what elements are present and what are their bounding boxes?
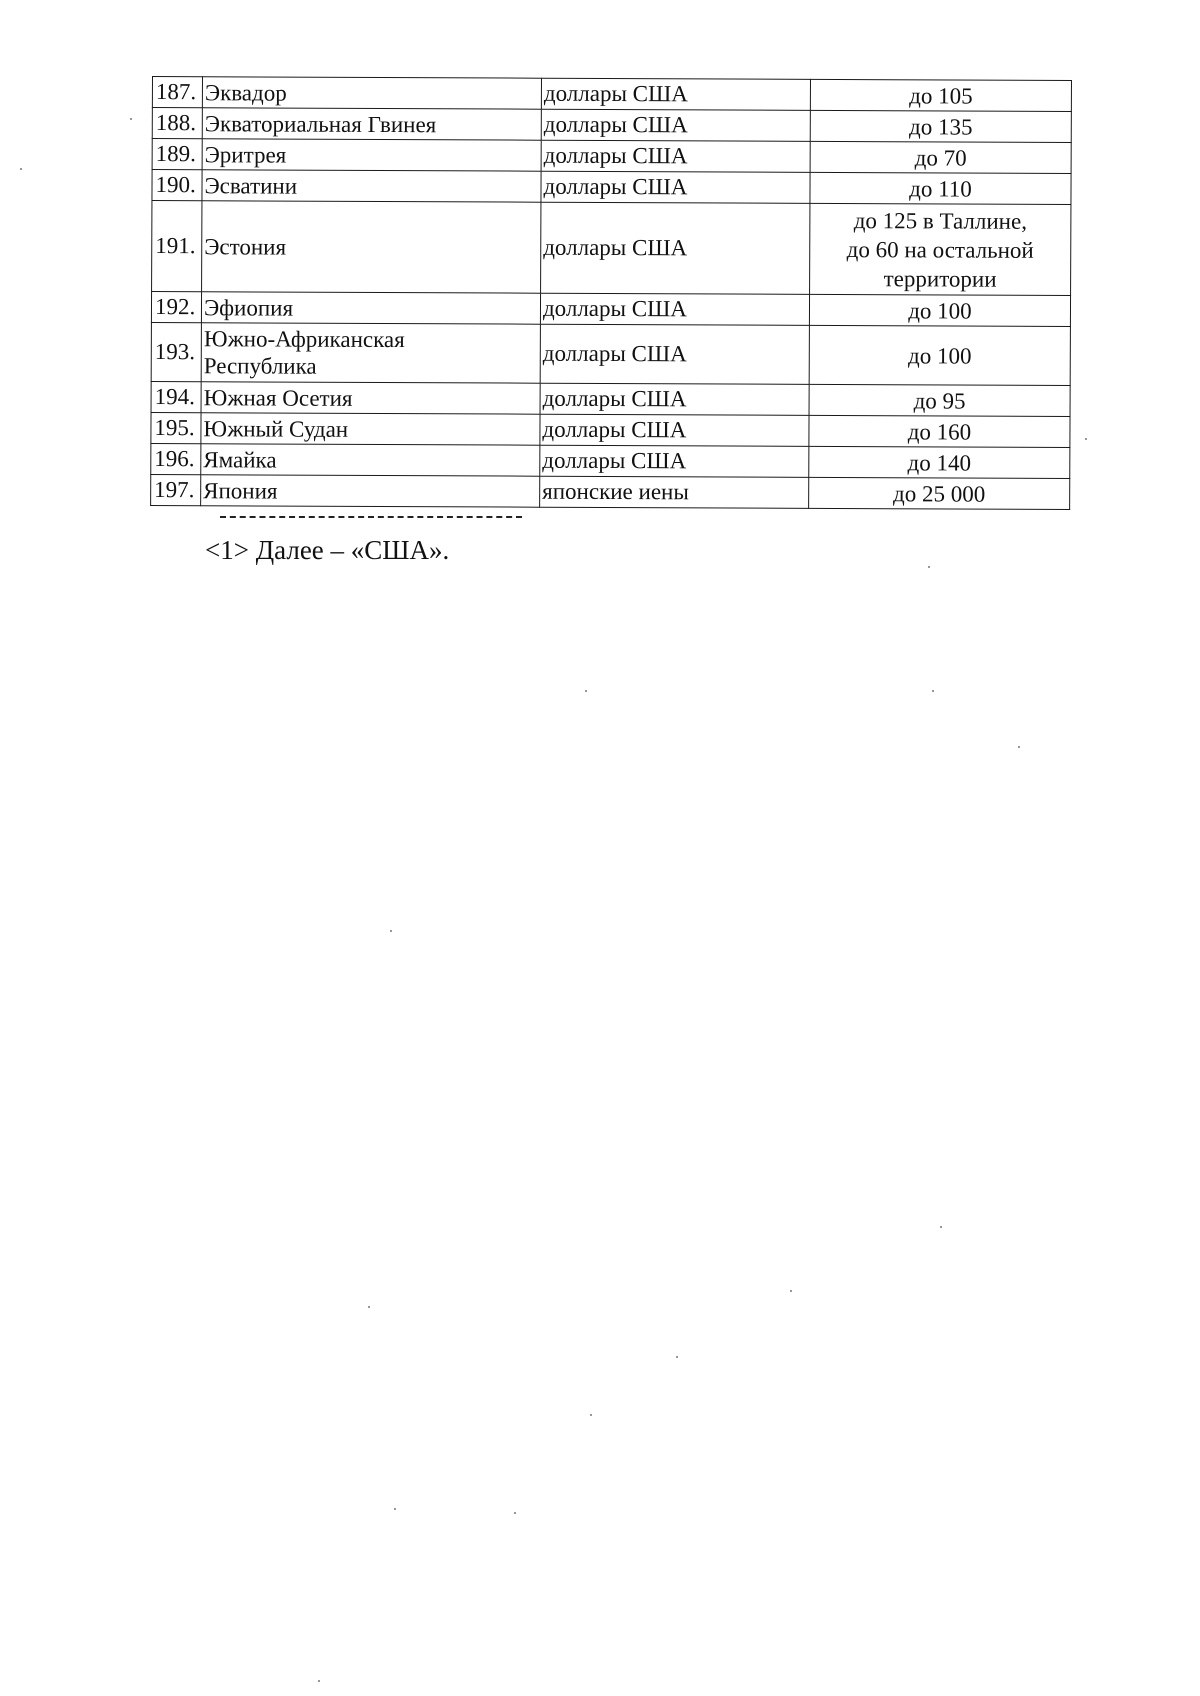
limit-value: до 95 xyxy=(809,384,1070,416)
row-number: 195. xyxy=(151,412,201,443)
currency-name: доллары США xyxy=(541,140,810,172)
table-row xyxy=(152,77,1071,112)
currency-name: доллары США xyxy=(540,383,809,415)
country-name: Эфиопия xyxy=(201,292,540,324)
country-name: Япония xyxy=(201,475,540,507)
limit-value: до 25 000 xyxy=(809,477,1070,509)
table-row xyxy=(151,443,1070,478)
row-number: 187. xyxy=(152,77,202,108)
row-number: 194. xyxy=(151,381,201,412)
row-number: 196. xyxy=(151,443,201,474)
country-name: Южная Осетия xyxy=(201,382,540,414)
scan-speck xyxy=(1018,746,1020,748)
footnote-text: <1> Далее – «США». xyxy=(205,535,450,565)
table-row xyxy=(151,474,1070,509)
country-name: Эквадор xyxy=(202,77,541,109)
scan-speck xyxy=(368,1306,370,1308)
row-number: 188. xyxy=(152,108,202,139)
currency-name: доллары США xyxy=(540,414,809,446)
table-row xyxy=(152,201,1071,296)
scan-speck xyxy=(790,1290,792,1292)
row-number: 192. xyxy=(151,292,201,323)
table-row xyxy=(151,412,1070,447)
limit-line: до 125 в Таллине, xyxy=(853,207,1028,234)
country-line: Южно-Африканская xyxy=(203,326,405,353)
scan-speck xyxy=(585,690,587,692)
limit-value: до 160 xyxy=(809,415,1070,447)
limit-value: до 135 xyxy=(810,110,1071,142)
country-name xyxy=(201,323,540,383)
limit-value: до 100 xyxy=(809,294,1070,326)
table-row xyxy=(152,139,1071,174)
currency-name: доллары США xyxy=(540,293,809,325)
currency-name: доллары США xyxy=(541,202,810,294)
currency-name: доллары США xyxy=(541,109,810,141)
scan-speck xyxy=(676,1356,678,1358)
row-number: 197. xyxy=(151,474,201,505)
currency-limits-table xyxy=(150,76,1072,510)
scan-speck xyxy=(928,566,930,568)
row-number: 193. xyxy=(151,322,201,381)
limit-value: до 140 xyxy=(809,446,1070,478)
limit-line: территории xyxy=(883,265,997,292)
country-name: Ямайка xyxy=(201,444,540,476)
limit-value: до 105 xyxy=(810,79,1071,111)
table-row xyxy=(152,170,1071,205)
currency-name: доллары США xyxy=(540,324,809,384)
country-name: Эстония xyxy=(202,201,541,293)
table-row xyxy=(152,108,1071,143)
country-line: Республика xyxy=(203,353,317,379)
country-name: Эритрея xyxy=(202,139,541,171)
currency-name: доллары США xyxy=(541,78,810,110)
scan-speck xyxy=(932,690,934,692)
country-name: Экваториальная Гвинея xyxy=(202,108,541,140)
row-number: 191. xyxy=(152,201,202,292)
table-row xyxy=(151,381,1070,416)
country-name: Южный Судан xyxy=(201,413,540,445)
limit-value: до 70 xyxy=(810,141,1071,173)
scan-speck xyxy=(390,930,392,932)
currency-name: доллары США xyxy=(540,445,809,477)
currency-name: доллары США xyxy=(541,171,810,203)
limit-value: до 110 xyxy=(810,172,1071,204)
table-row xyxy=(151,322,1070,385)
scan-speck xyxy=(590,1414,592,1416)
scan-speck xyxy=(20,168,22,170)
limit-value xyxy=(810,203,1071,295)
scan-speck xyxy=(514,1512,516,1514)
limit-value: до 100 xyxy=(809,325,1070,385)
limit-line: до 60 на остальной xyxy=(846,236,1034,263)
currency-name: японские иены xyxy=(540,476,809,508)
country-name: Эсватини xyxy=(202,170,541,202)
footnote-separator xyxy=(220,516,522,518)
row-number: 189. xyxy=(152,139,202,170)
scan-speck xyxy=(940,1226,942,1228)
scan-speck xyxy=(130,118,132,120)
row-number: 190. xyxy=(152,170,202,201)
scan-speck xyxy=(394,1508,396,1510)
scan-speck xyxy=(1085,438,1087,440)
table-row xyxy=(151,292,1070,327)
scan-speck xyxy=(318,1680,320,1682)
